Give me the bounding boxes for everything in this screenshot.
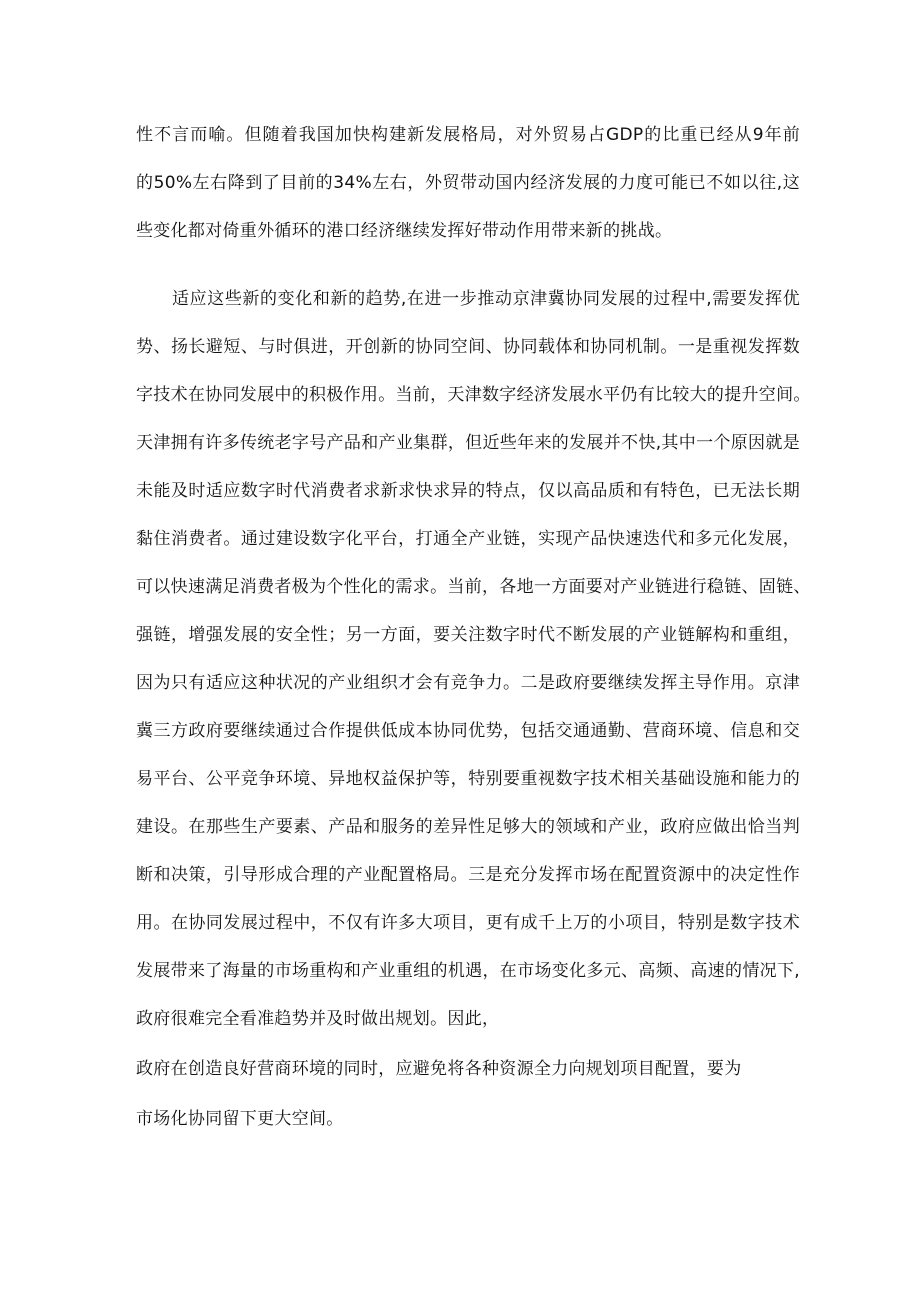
text-line: 的50%左右降到了目前的34%左右，外贸带动国内经济发展的力度可能已不如以往,这	[136, 173, 800, 193]
text-line: 些变化都对倚重外循环的港口经济继续发挥好带动作用带来新的挑战。	[136, 221, 673, 241]
text-line: 市场化协同留下更大空间。	[136, 1109, 344, 1129]
text-line: 政府很难完全看准趋势并及时做出规划。因此，	[136, 1009, 500, 1029]
text-line: 政府在创造良好营商环境的同时，应避免将各种资源全力向规划项目配置，要为	[136, 1059, 742, 1079]
text-line: 断和决策，引导形成合理的产业配置格局。三是充分发挥市场在配置资源中的决定性作	[136, 865, 800, 885]
text-line: 因为只有适应这种状况的产业组织才会有竞争力。二是政府要继续发挥主导作用。京津	[136, 673, 800, 693]
text-line: 天津拥有许多传统老字号产品和产业集群，但近些年来的发展并不快,其中一个原因就是	[136, 433, 800, 453]
text-line: 可以快速满足消费者极为个性化的需求。当前，各地一方面要对产业链进行稳链、固链、	[136, 577, 811, 597]
text-line: 建设。在那些生产要素、产品和服务的差异性足够大的领域和产业，政府应做出恰当判	[136, 817, 800, 837]
text-line: 性不言而喻。但随着我国加快构建新发展格局，对外贸易占GDP的比重已经从9年前	[136, 125, 800, 145]
text-line: 字技术在协同发展中的积极作用。当前，天津数字经济发展水平仍有比较大的提升空间。	[136, 385, 811, 405]
text-line: 黏住消费者。通过建设数字化平台，打通全产业链，实现产品快速迭代和多元化发展，	[136, 529, 800, 549]
text-line: 用。在协同发展过程中，不仅有许多大项目，更有成千上万的小项目，特别是数字技术	[136, 913, 800, 933]
text-line: 强链，增强发展的安全性；另一方面，要关注数字时代不断发展的产业链解构和重组，	[136, 625, 800, 645]
text-line: 易平台、公平竞争环境、异地权益保护等，特别要重视数字技术相关基础设施和能力的	[136, 769, 800, 789]
text-line: 势、扬长避短、与时俱进，开创新的协同空间、协同载体和协同机制。一是重视发挥数	[136, 337, 800, 357]
text-line: 适应这些新的变化和新的趋势,在进一步推动京津冀协同发展的过程中,需要发挥优	[172, 289, 800, 309]
text-line: 发展带来了海量的市场重构和产业重组的机遇，在市场变化多元、高频、高速的情况下,	[136, 961, 800, 981]
text-line: 未能及时适应数字时代消费者求新求快求异的特点，仅以高品质和有特色，已无法长期	[136, 481, 800, 501]
text-line: 冀三方政府要继续通过合作提供低成本协同优势，包括交通通勤、营商环境、信息和交	[136, 721, 800, 741]
